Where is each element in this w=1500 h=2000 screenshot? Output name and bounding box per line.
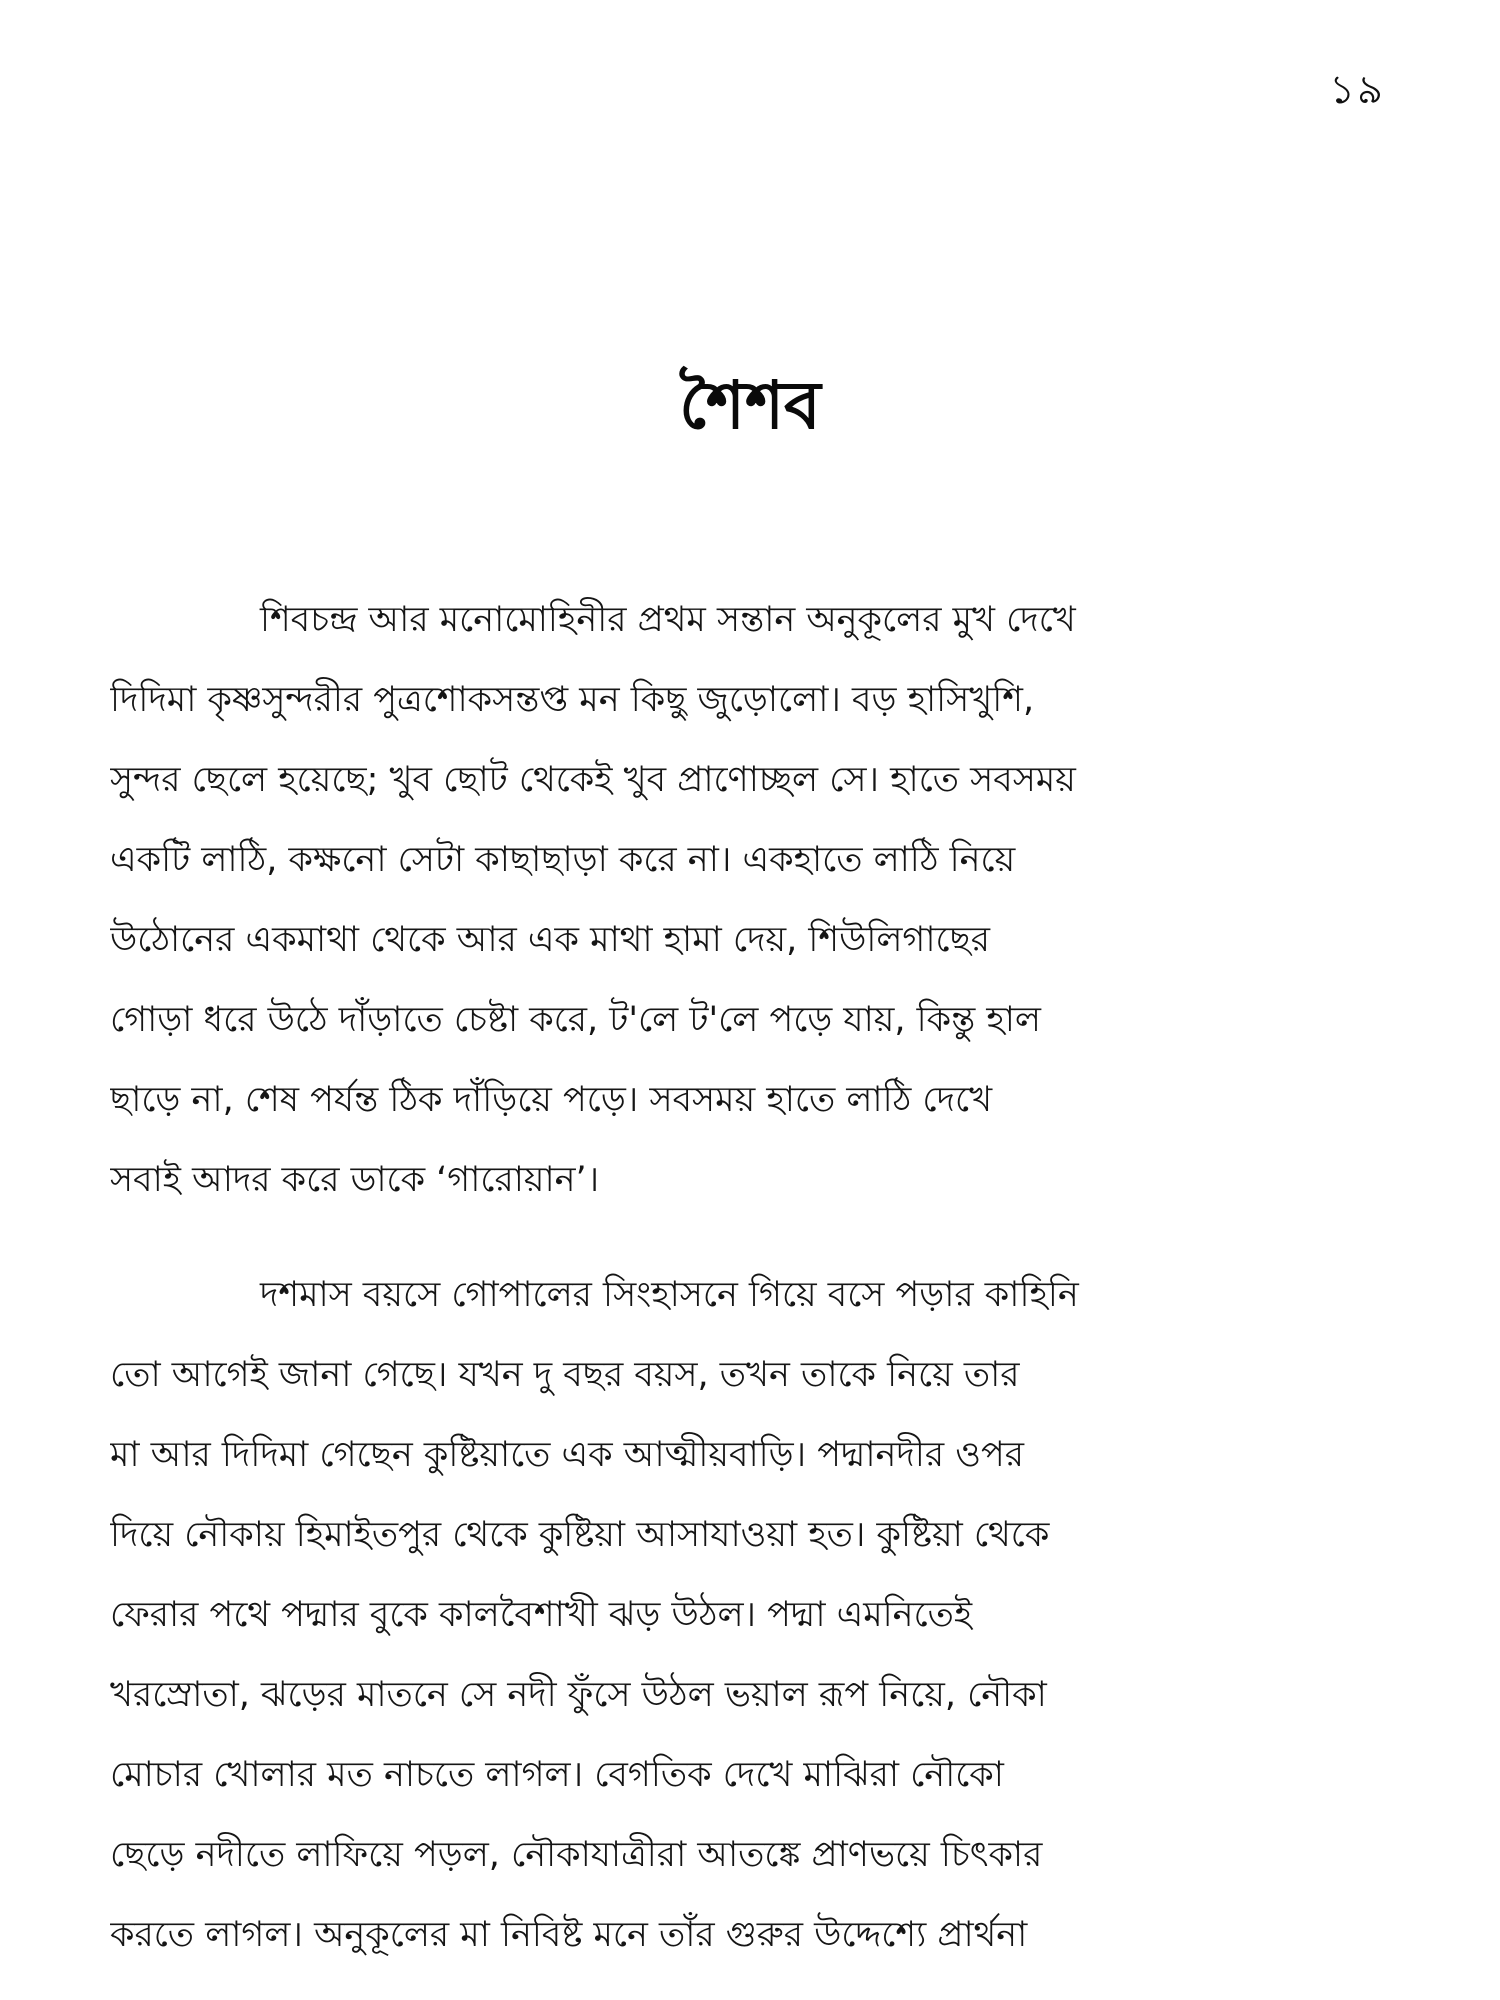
paragraph-line: করতে লাগল। অনুকূলের মা নিবিষ্ট মনে তাঁর গুরুর উদ্দেশ্যে প্রার্থনা <box>110 1915 1028 1955</box>
paragraph-line: দশমাস বয়সে গোপালের সিংহাসনে গিয়ে বসে পড়ার কাহিনি <box>260 1275 1079 1315</box>
paragraph-line: সবাই আদর করে ডাকে ‘গারোয়ান’। <box>110 1160 600 1200</box>
paragraph-line: দিয়ে নৌকায় হিমাইতপুর থেকে কুষ্টিয়া আসাযাওয়া হত। কুষ্টিয়া থেকে <box>110 1515 1050 1555</box>
paragraph-line: ফেরার পথে পদ্মার বুকে কালবৈশাখী ঝড় উঠল। পদ্মা এমনিতেই <box>110 1595 973 1635</box>
paragraph-line: গোড়া ধরে উঠে দাঁড়াতে চেষ্টা করে, ট'লে ট'লে পড়ে যায়, কিন্তু হাল <box>110 1000 1041 1040</box>
page-number: ১৯ <box>1329 67 1385 113</box>
paragraph-line: তো আগেই জানা গেছে। যখন দু বছর বয়স, তখন তাকে নিয়ে তার <box>110 1355 1020 1395</box>
paragraph-line: খরস্রোতা, ঝড়ের মাতনে সে নদী ফুঁসে উঠল ভয়াল রূপ নিয়ে, নৌকা <box>110 1675 1047 1715</box>
paragraph-line: একটি লাঠি, কক্ষনো সেটা কাছাছাড়া করে না। একহাতে লাঠি নিয়ে <box>110 840 1016 880</box>
paragraph-line: ছাড়ে না, শেষ পর্যন্ত ঠিক দাঁড়িয়ে পড়ে। সবসময় হাতে লাঠি দেখে <box>110 1080 993 1120</box>
paragraph-line: মোচার খোলার মত নাচতে লাগল। বেগতিক দেখে মাঝিরা নৌকো <box>110 1755 1004 1795</box>
paragraph-line: শিবচন্দ্র আর মনোমোহিনীর প্রথম সন্তান অনুকূলের মুখ দেখে <box>260 600 1076 640</box>
paragraph-1 <box>110 580 1372 1220</box>
paragraph-line: উঠোনের একমাথা থেকে আর এক মাথা হামা দেয়, শিউলিগাছের <box>110 920 991 960</box>
paragraph-line: দিদিমা কৃষ্ণসুন্দরীর পুত্রশোকসন্তপ্ত মন কিছু জুড়োলো। বড় হাসিখুশি, <box>110 680 1035 720</box>
chapter-title: শৈশব <box>679 367 821 444</box>
paragraph-line: মা আর দিদিমা গেছেন কুষ্টিয়াতে এক আত্মীয়বাড়ি। পদ্মানদীর ওপর <box>110 1435 1024 1475</box>
paragraph-2 <box>110 1255 1372 1975</box>
paragraph-line: সুন্দর ছেলে হয়েছে; খুব ছোট থেকেই খুব প্রাণোচ্ছল সে। হাতে সবসময় <box>110 760 1076 800</box>
paragraph-line: ছেড়ে নদীতে লাফিয়ে পড়ল, নৌকাযাত্রীরা আতঙ্কে প্রাণভয়ে চিৎকার <box>110 1835 1043 1875</box>
